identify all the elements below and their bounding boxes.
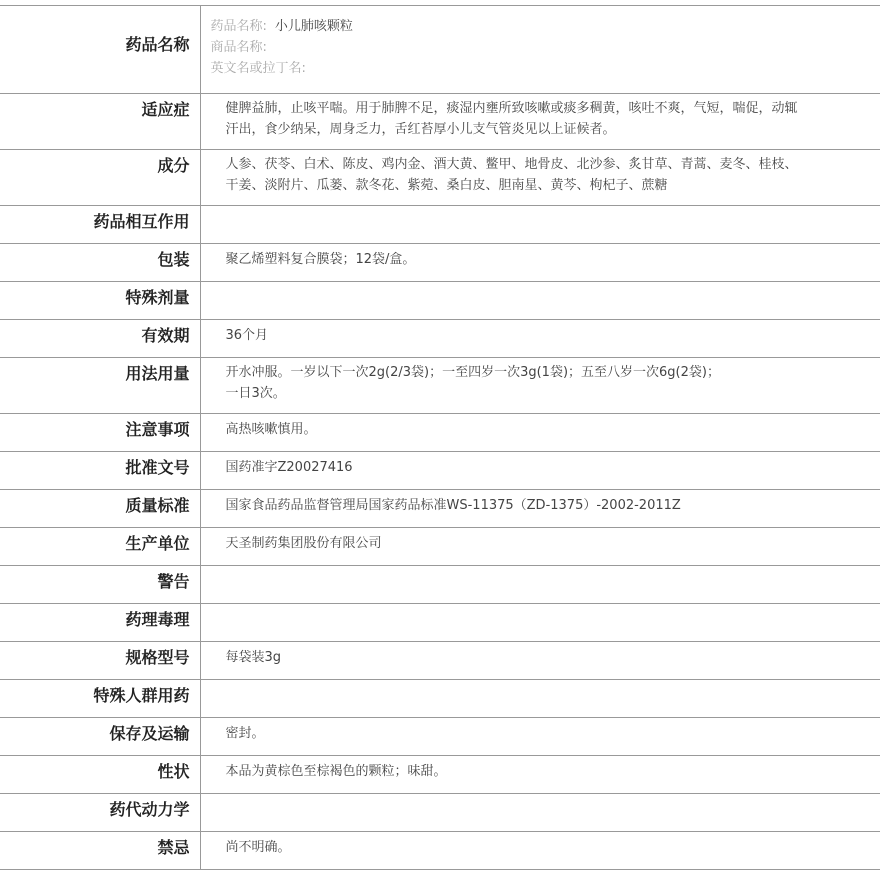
drug-spec-table [0, 5, 880, 870]
table-row-ingredients [0, 150, 880, 206]
row-value: 开水冲服。一岁以下一次2g(2/3袋)；一至四岁一次3g(1袋)；五至八岁一次6g(2袋)；一日3次。 [200, 358, 880, 414]
row-label: 药代动力学 [0, 794, 200, 832]
row-value [200, 282, 880, 320]
table-row-description [0, 756, 880, 794]
table-row-approval-number [0, 452, 880, 490]
table-row-drug-name [0, 6, 880, 94]
row-label: 成分 [0, 150, 200, 206]
table-row-pharmacokinetics [0, 794, 880, 832]
row-value: 健脾益肺，止咳平喘。用于肺脾不足，痰湿内壅所致咳嗽或痰多稠黄，咳吐不爽，气短，喘促，动辄汗出，食少纳呆，周身乏力，舌红苔厚小儿支气管炎见以上证候者。 [200, 94, 880, 150]
row-value [200, 604, 880, 642]
row-label: 注意事项 [0, 414, 200, 452]
table-row-manufacturer [0, 528, 880, 566]
row-label: 保存及运输 [0, 718, 200, 756]
row-label: 警告 [0, 566, 200, 604]
row-value [200, 794, 880, 832]
trade-name-label: 商品名称: [210, 40, 267, 55]
row-value: 尚不明确。 [200, 832, 880, 870]
row-label: 有效期 [0, 320, 200, 358]
drug-name-value: 小儿肺咳颗粒 [274, 19, 353, 34]
table-row-special-populations [0, 680, 880, 718]
table-row-indications [0, 94, 880, 150]
table-row-interactions [0, 206, 880, 244]
table-row-contraindications [0, 832, 880, 870]
row-label: 规格型号 [0, 642, 200, 680]
row-value: 国家食品药品监督管理局国家药品标准WS-11375（ZD-1375）-2002-2011Z [200, 490, 880, 528]
row-value [200, 680, 880, 718]
table-row-special-dosage [0, 282, 880, 320]
row-label: 药品相互作用 [0, 206, 200, 244]
row-label: 特殊人群用药 [0, 680, 200, 718]
trade-name-line [211, 37, 801, 58]
row-value [200, 206, 880, 244]
row-label: 药品名称 [0, 6, 200, 94]
row-value: 国药准字Z20027416 [200, 452, 880, 490]
table-row-precautions [0, 414, 880, 452]
row-value: 36个月 [200, 320, 880, 358]
row-value: 高热咳嗽慎用。 [200, 414, 880, 452]
row-value: 密封。 [200, 718, 880, 756]
row-value [200, 566, 880, 604]
drug-name-cell [200, 6, 880, 94]
row-value: 聚乙烯塑料复合膜袋；12袋/盒。 [200, 244, 880, 282]
english-name-label: 英文名或拉丁名: [210, 61, 306, 76]
row-label: 禁忌 [0, 832, 200, 870]
row-value: 本品为黄棕色至棕褐色的颗粒；味甜。 [200, 756, 880, 794]
table-row-dosage [0, 358, 880, 414]
row-label: 性状 [0, 756, 200, 794]
row-value: 每袋装3g [200, 642, 880, 680]
english-name-line [211, 58, 801, 79]
row-label: 药理毒理 [0, 604, 200, 642]
drug-name-label: 药品名称: [210, 19, 267, 34]
table-row-shelf-life [0, 320, 880, 358]
table-row-quality-standard [0, 490, 880, 528]
row-label: 适应症 [0, 94, 200, 150]
row-label: 用法用量 [0, 358, 200, 414]
drug-name-line [211, 16, 801, 37]
table-row-specification [0, 642, 880, 680]
row-value: 人参、茯苓、白术、陈皮、鸡内金、酒大黄、鳖甲、地骨皮、北沙参、炙甘草、青蒿、麦冬、桂枝、干姜、淡附片、瓜蒌、款冬花、紫菀、桑白皮、胆南星、黄芩、枸杞子、蔗糖 [200, 150, 880, 206]
row-label: 生产单位 [0, 528, 200, 566]
row-label: 质量标准 [0, 490, 200, 528]
row-label: 批准文号 [0, 452, 200, 490]
table-row-packaging [0, 244, 880, 282]
row-value: 天圣制药集团股份有限公司 [200, 528, 880, 566]
row-label: 特殊剂量 [0, 282, 200, 320]
row-label: 包装 [0, 244, 200, 282]
table-row-pharmacology [0, 604, 880, 642]
table-row-warning [0, 566, 880, 604]
table-row-storage [0, 718, 880, 756]
